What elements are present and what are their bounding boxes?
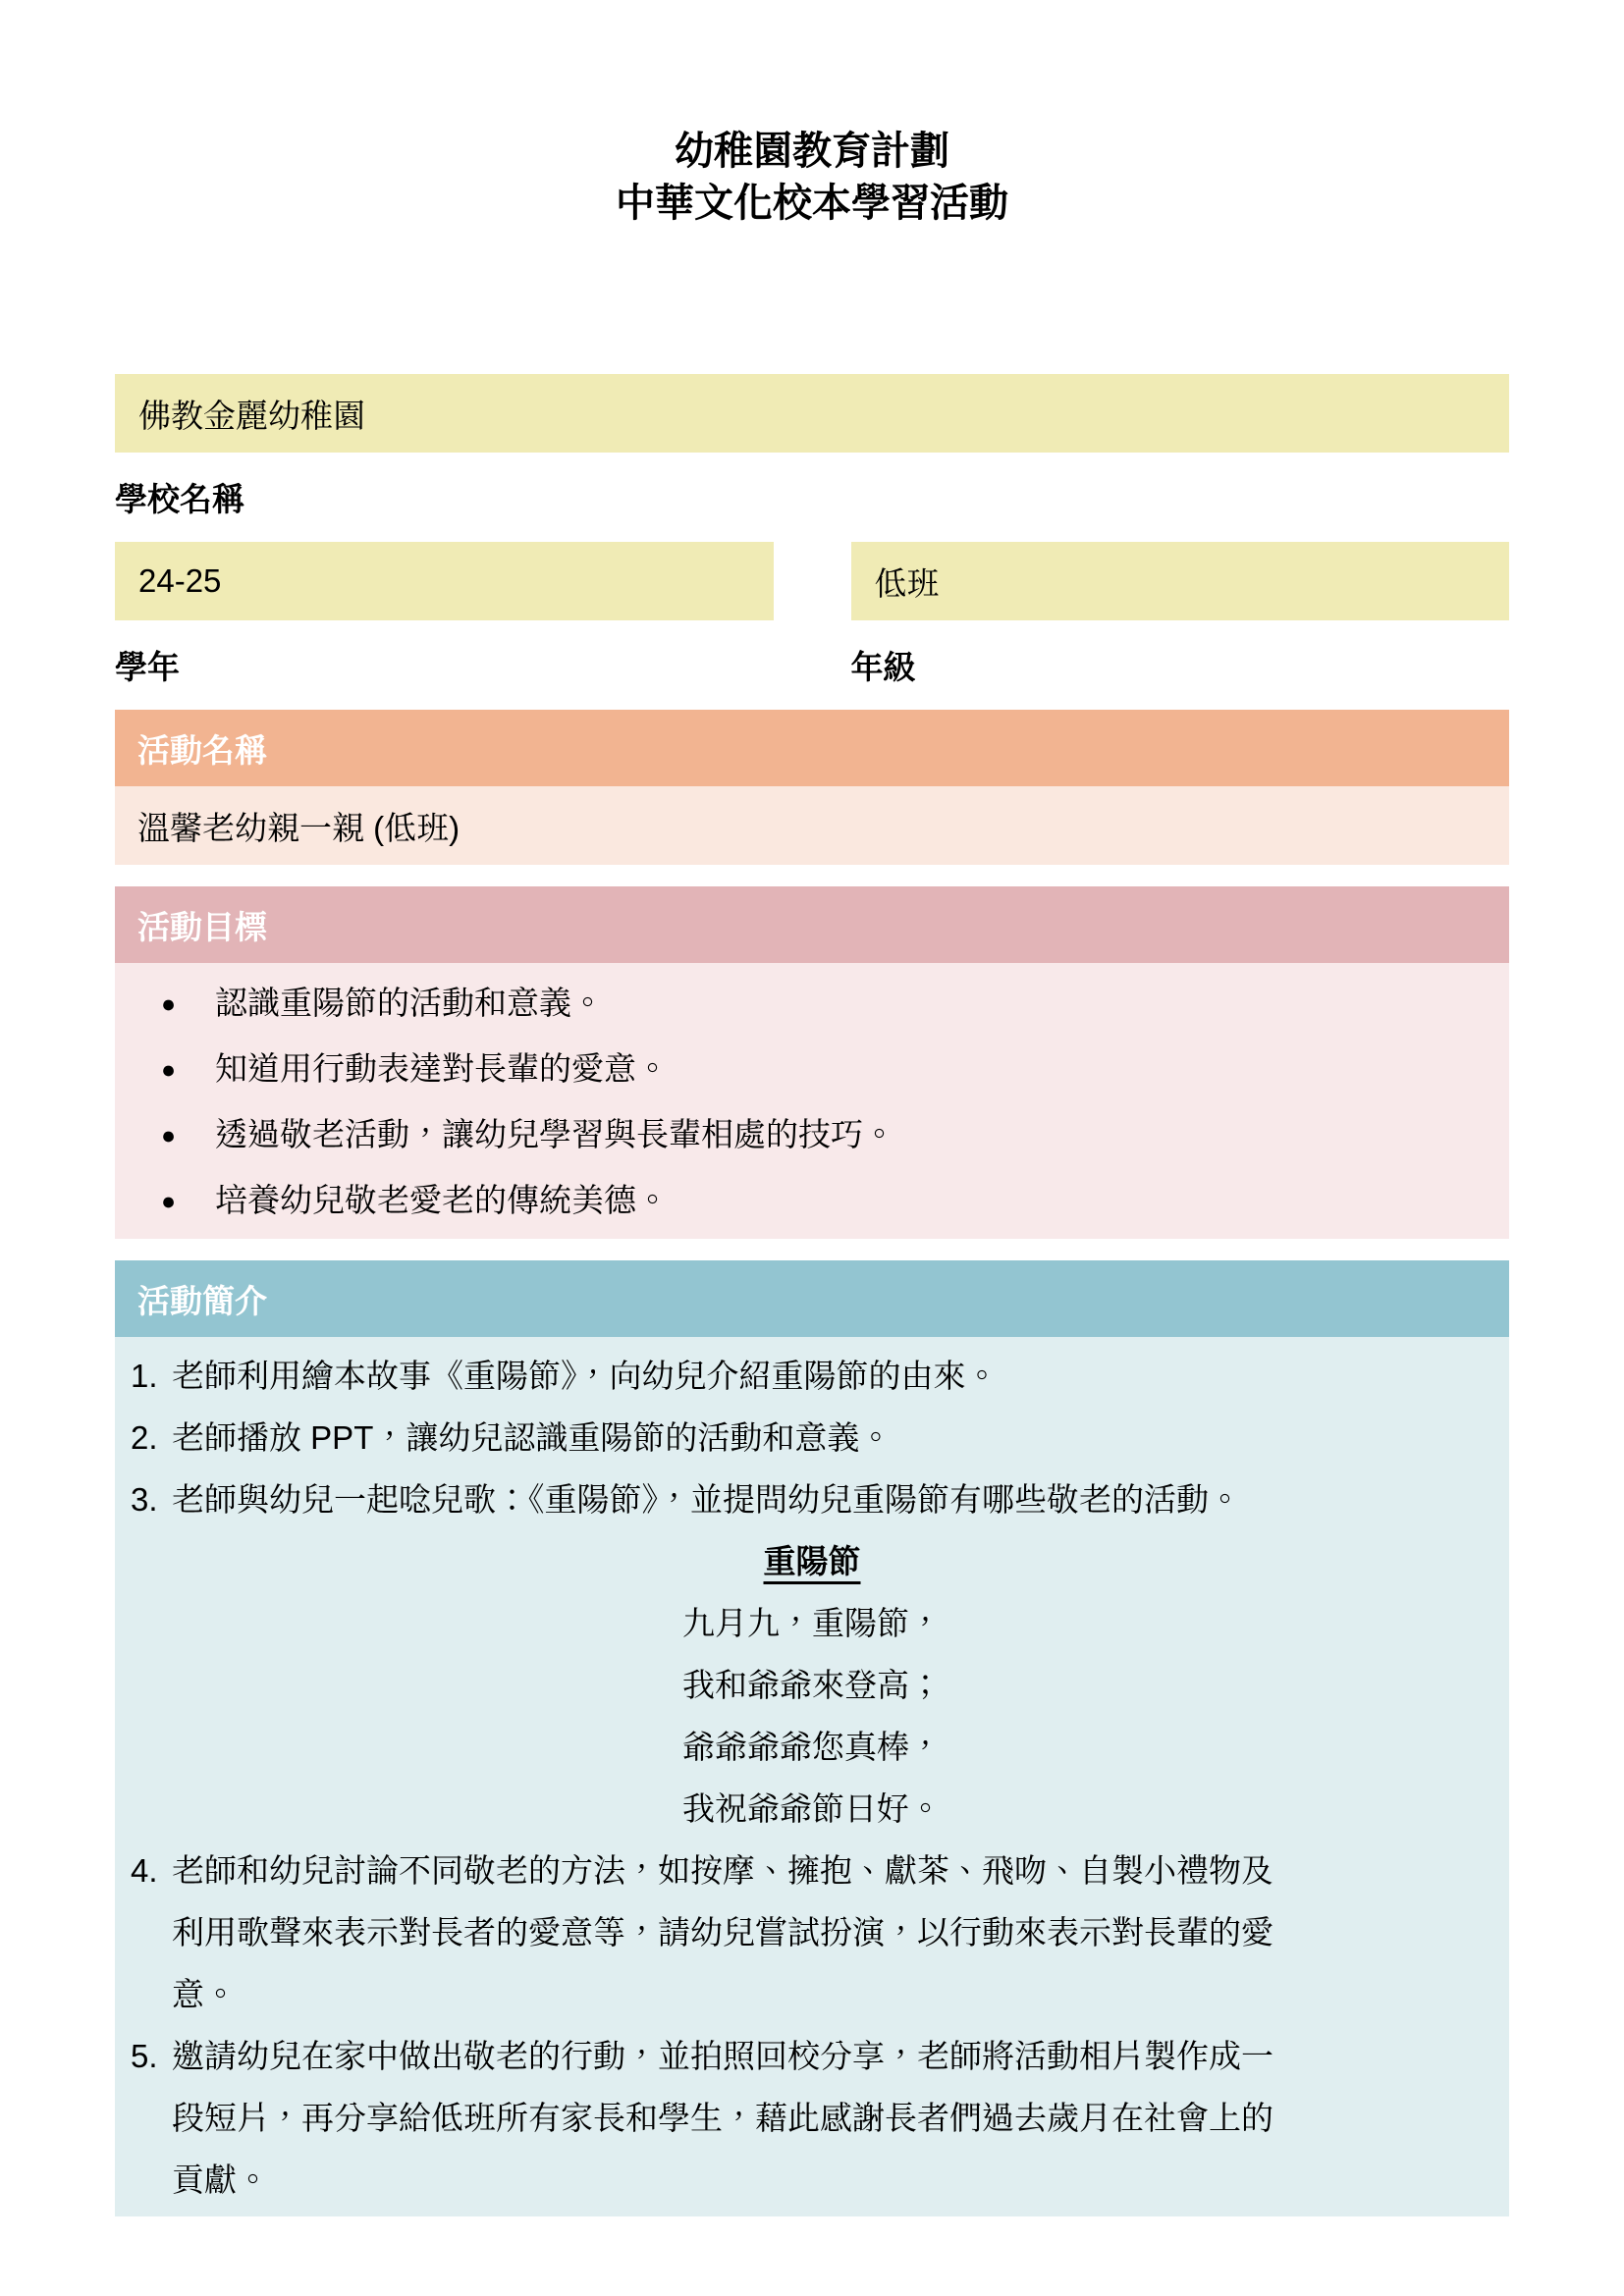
school-year-field: 24-25 (115, 542, 774, 620)
goal-text: 透過敬老活動，讓幼兒學習與長輩相處的技巧。 (215, 1116, 895, 1152)
activity-name-value: 溫馨老幼親一親 (低班) (115, 786, 1509, 865)
step-line (131, 1840, 1493, 1901)
goal-item (136, 971, 1488, 1037)
goal-text: 認識重陽節的活動和意義。 (215, 985, 604, 1021)
grade-label: 年級 (850, 648, 916, 685)
document-title-line-2: 中華文化校本學習活動 (616, 182, 1008, 225)
document-title (0, 0, 1624, 230)
school-name-label: 學校名稱 (115, 480, 244, 517)
step-number: 5. (131, 2038, 158, 2074)
step-line: 意。 (172, 1976, 237, 2012)
step-text: 邀請幼兒在家中做出敬老的行動，並拍照回校分享，老師將活動相片製作成一 (172, 2038, 1273, 2074)
year-grade-row (115, 542, 1509, 710)
activity-intro-header: 活動簡介 (115, 1260, 1509, 1337)
bullet-icon: ● (161, 1188, 177, 1215)
step-line (131, 2025, 1493, 2087)
poem-title-text: 重陽節 (763, 1543, 861, 1579)
step-text: 老師和幼兒討論不同敬老的方法，如按摩、擁抱、獻茶、飛吻、自製小禮物及 (172, 1852, 1273, 1889)
goal-item (136, 1168, 1488, 1234)
school-name-field: 佛教金麗幼稚園 (115, 374, 1509, 453)
bullet-icon: ● (161, 1122, 177, 1149)
goal-item (136, 1102, 1488, 1168)
form-container (115, 374, 1509, 2216)
step-text: 老師播放 PPT，讓幼兒認識重陽節的活動和意義。 (172, 1419, 893, 1456)
activity-goals-body (115, 963, 1509, 1239)
intro-step (131, 1840, 1493, 2025)
step-number: 2. (131, 1419, 158, 1456)
step-line: 段短片，再分享給低班所有家長和學生，藉此感謝長者們過去歲月在社會上的 (172, 2100, 1273, 2136)
school-year-label: 學年 (115, 648, 180, 685)
activity-intro-body (115, 1337, 1509, 2216)
activity-goals-section (115, 886, 1509, 1239)
bullet-icon: ● (161, 990, 177, 1018)
activity-intro-section (115, 1260, 1509, 2216)
document-title-line-1: 幼稚園教育計劃 (675, 130, 949, 173)
step-number: 4. (131, 1852, 158, 1889)
bullet-icon: ● (161, 1056, 177, 1084)
step-text: 老師利用繪本故事《重陽節》，向幼兒介紹重陽節的由來。 (172, 1358, 999, 1394)
intro-step (131, 1345, 1493, 1407)
activity-name-section (115, 710, 1509, 865)
step-number: 3. (131, 1481, 158, 1518)
school-year-column (115, 542, 774, 710)
poem-line: 爺爺爺爺您真棒， (682, 1729, 942, 1765)
intro-step (131, 1407, 1493, 1468)
poem-line: 我和爺爺來登高； (682, 1667, 942, 1703)
activity-name-header: 活動名稱 (115, 710, 1509, 786)
poem-title (131, 1530, 1493, 1592)
goal-item (136, 1037, 1488, 1102)
intro-step (131, 1468, 1493, 1530)
intro-step (131, 2025, 1493, 2211)
poem-line: 我祝爺爺節日好。 (682, 1790, 942, 1827)
goal-text: 培養幼兒敬老愛老的傳統美德。 (215, 1182, 669, 1218)
step-line: 貢獻。 (172, 2162, 269, 2198)
grade-field: 低班 (851, 542, 1510, 620)
step-number: 1. (131, 1358, 158, 1394)
step-line: 利用歌聲來表示對長者的愛意等，請幼兒嘗試扮演，以行動來表示對長輩的愛 (172, 1914, 1273, 1950)
activity-goals-header: 活動目標 (115, 886, 1509, 963)
step-text: 老師與幼兒一起唸兒歌：《重陽節》，並提問幼兒重陽節有哪些敬老的活動。 (172, 1481, 1241, 1518)
grade-column (851, 542, 1510, 710)
goal-text: 知道用行動表達對長輩的愛意。 (215, 1050, 669, 1087)
poem-line: 九月九，重陽節， (682, 1605, 942, 1641)
